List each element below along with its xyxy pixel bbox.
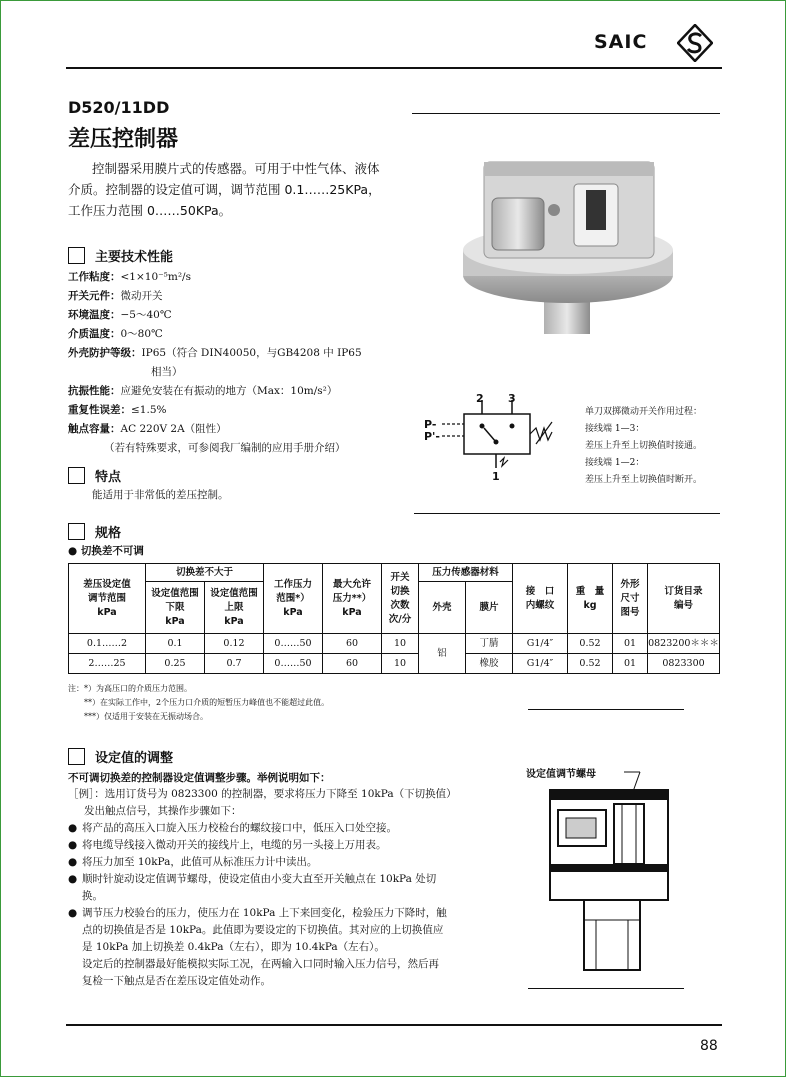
terminal-3-label: 3 (508, 392, 516, 405)
brand-logo-icon (677, 24, 713, 66)
closing-text: 设定后的控制器最好能模拟实际工况，在两输入口同时输入压力信号，然后再 复检一下触点是否在差压设定值处动作。 (82, 958, 439, 987)
spec-table-heading-text: 规格 (95, 526, 122, 541)
terminal-2-label: 2 (476, 392, 484, 405)
switch-note: 差压上升至上切换值时接通。 (585, 441, 703, 451)
specs-heading (68, 246, 173, 265)
terminal-1-label: 1 (492, 470, 500, 483)
th-work: 工作压力 范围*） kPa (264, 564, 323, 634)
notes-rule (528, 709, 684, 710)
product-photo (456, 150, 676, 344)
list-item: ● 将电缆导线接入微动开关的接线片上，电缆的另一头接上万用表。 (68, 839, 387, 851)
section-box-icon (68, 748, 85, 765)
th-switch-diff: 切换差不大于 (146, 564, 264, 582)
features-text: 能适用于非常低的差压控制。 (92, 489, 229, 501)
brand-name: SAIC (594, 31, 648, 53)
spec-item: 触点容量：AC 220V 2A（阻性） (68, 423, 227, 435)
th-max: 最大允许 压力**） kPa (323, 564, 382, 634)
spec-list (68, 268, 362, 458)
adjust-heading-text: 设定值的调整 (95, 751, 174, 766)
adjust-heading (68, 747, 173, 766)
spec-item: 环境温度：−5～40℃ (68, 309, 172, 321)
spec-table-bullet: ● 切换差不可调 (68, 545, 144, 557)
callout-label: 设定值调节螺母 (526, 769, 596, 780)
th-membrane: 膜片 (466, 582, 513, 634)
spec-item: 工作粘度：<1×10⁻⁵m²/s (68, 271, 191, 283)
features-heading (68, 466, 121, 485)
page-number: 88 (700, 1038, 718, 1054)
intro-text: 控制器采用膜片式的传感器。可用于中性气体、液体介质。控制器的设定值可调，调节范围 0.1……25KPa，工作压力范围 0……50KPa。 (68, 161, 381, 218)
footer-rule (66, 1024, 722, 1026)
th-cycles: 开关 切换 次数 次/分 (382, 564, 419, 634)
features-heading-text: 特点 (95, 470, 122, 485)
list-item: ● 顺时针旋动设定值调节螺母，使设定值由小变大直至开关触点在 10kPa 处切 换。 (68, 873, 437, 902)
table-notes (68, 682, 329, 724)
th-lower: 设定值范围 下限 kPa (146, 582, 205, 634)
th-upper: 设定值范围 上限 kPa (205, 582, 264, 634)
spec-table-heading (68, 522, 121, 541)
cross-section-drawing (540, 760, 680, 984)
p-plus-label: P- (424, 418, 437, 431)
list-item: ● 将产品的高压入口旋入压力校检台的螺纹接口中，低压入口处空接。 (68, 822, 397, 834)
spec-extra: （若有特殊要求，可参阅我厂编制的应用手册介绍） (104, 442, 346, 454)
section-box-icon (68, 523, 85, 540)
spec-item: 重复性误差：≤1.5% (68, 404, 167, 416)
spec-item: 相当） (151, 366, 183, 378)
page-title: 差压控制器 (68, 127, 179, 152)
th-port: 接 口 内螺纹 (513, 564, 568, 634)
list-item: ● 调节压力校验台的压力，使压力在 10kPa 上下来回变化，检验压力下降时，触 点的切换值是否是 10kPa。此值即为要设定的下切换值。其对应的上切换值应 是 10kPa 加上切换差 0.4kPa（左右），即为 10.4kPa（左右）。 (68, 907, 447, 953)
list-item: ● 将压力加至 10kPa，此值可从标准压力计中读出。 (68, 856, 318, 868)
features-rule (414, 513, 720, 514)
th-weight: 重 量 kg (568, 564, 613, 634)
switch-note: 差压上升至上切换值时断开。 (585, 475, 703, 485)
header-rule (66, 67, 722, 69)
spec-item: 开关元件：微动开关 (68, 290, 163, 302)
spec-item: 外壳防护等级：IP65（符合 DIN40050，与GB4208 中 IP65 (68, 347, 362, 359)
switch-note: 单刀双掷微动开关作用过程： (585, 407, 703, 417)
spec-item: 介质温度：0～80℃ (68, 328, 163, 340)
table-row: 2……25 0.25 0.7 0……50 60 10 橡胶 G1/4″ 0.52 01 0823300 (69, 654, 720, 674)
adjust-steps (68, 820, 498, 990)
th-shell: 外壳 (419, 582, 466, 634)
th-material: 压力传感器材料 (419, 564, 513, 582)
drawing-rule (528, 988, 684, 989)
table-note: ***）仅适用于安装在无振动场合。 (84, 712, 208, 721)
switch-notes (585, 404, 702, 489)
title-rule (412, 113, 720, 114)
specs-heading-text: 主要技术性能 (95, 250, 174, 265)
switch-note: 接线端 1—2： (585, 458, 645, 468)
table-note: **）在实际工作中，2个压力口介质的短暂压力峰值也不能超过此值。 (84, 698, 330, 707)
adjust-subheading: 不可调切换差的控制器设定值调整步骤。举例说明如下： (68, 772, 331, 784)
section-box-icon (68, 467, 85, 484)
spec-item: 抗振性能：应避免安装在有振动的地方（Max：10m/s²） (68, 385, 338, 397)
th-dim: 外形 尺寸 图号 (613, 564, 648, 634)
example-text: ［例］：选用订货号为 0823300 的控制器，要求将压力下降至 10kPa（下切换值） 发出触点信号，其操作步骤如下： (68, 788, 457, 817)
switch-note: 接线端 1—3： (585, 424, 645, 434)
th-range: 差压设定值 调节范围 kPa (69, 564, 146, 634)
p-minus-label: P'- (424, 430, 440, 443)
section-box-icon (68, 247, 85, 264)
table-row: 0.1……2 0.1 0.12 0……50 60 10 铝 丁腈 G1/4″ 0.52 01 0823200＊＊＊ (69, 634, 720, 654)
table-note: 注：*）为高压口的介质压力范围。 (68, 684, 192, 693)
spec-table (68, 563, 720, 674)
model-number: D520/11DD (68, 98, 170, 117)
th-order: 订货目录 编号 (648, 564, 720, 634)
